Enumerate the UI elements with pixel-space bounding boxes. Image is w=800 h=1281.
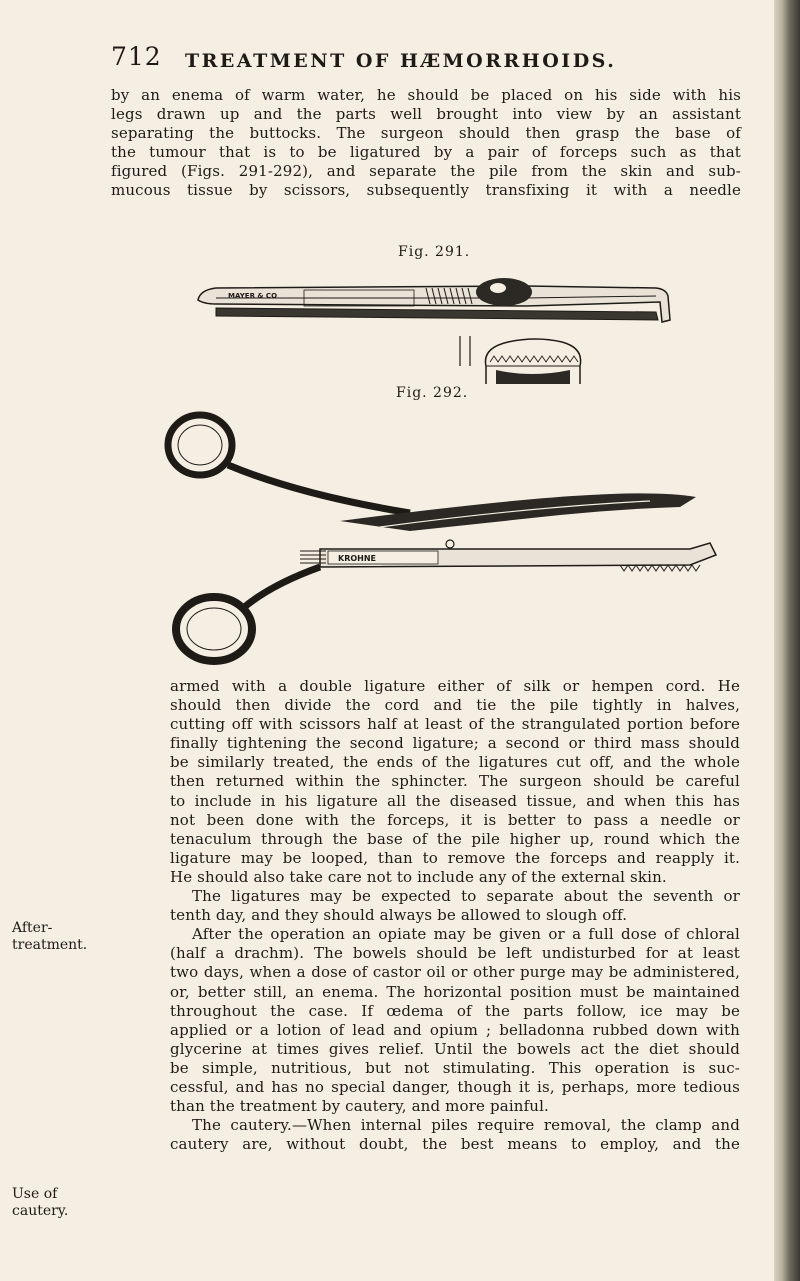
text-line: armed with a double ligature either of silk or hempen cord. He <box>170 677 740 695</box>
text-line: the tumour that is to be ligatured by a pair of forceps such as that <box>111 142 741 161</box>
text-line: applied or a lotion of lead and opium ; belladonna rubbed down with <box>170 1020 740 1039</box>
text-line: should then divide the cord and tie the pile tightly in halves, <box>170 696 740 715</box>
intro-paragraph <box>111 86 741 199</box>
text-line: finally tightening the second ligature; a second or third mass should <box>170 734 740 753</box>
text-line: or, better still, an enema. The horizontal position must be maintained <box>170 982 740 1001</box>
body-paragraphs <box>170 677 740 1154</box>
text-line: separating the buttocks. The surgeon should then grasp the base of <box>111 123 741 142</box>
text-line: be similarly treated, the ends of the ligatures cut off, and the whole <box>170 753 740 772</box>
pile-forceps-illustration <box>186 262 686 384</box>
text-line: cessful, and has no special danger, though it is, perhaps, more tedious <box>170 1077 740 1096</box>
book-binding-edge <box>774 0 800 1281</box>
text-line: be simple, nutritious, but not stimulating. This operation is suc- <box>170 1058 740 1077</box>
text-line: mucous tissue by scissors, subsequently transfixing it with a needle <box>111 180 741 199</box>
text-line: throughout the case. If œdema of the parts follow, ice may be <box>170 1001 740 1020</box>
figure-291-caption: Fig. 291. <box>398 244 471 260</box>
text-line: cutting off with scissors half at least of the strangulated portion before <box>170 715 740 734</box>
text-line: He should also take care not to include any of the external skin. <box>170 867 667 886</box>
maker-mark: KROHNE <box>338 554 377 563</box>
scissors-forceps-illustration <box>150 403 730 665</box>
text-line: then returned within the sphincter. The surgeon should be careful <box>170 772 740 791</box>
text-line: than the treatment by cautery, and more painful. <box>170 1097 549 1116</box>
text-line: After the operation an opiate may be given or a full dose of chloral <box>192 925 740 944</box>
text-line: legs drawn up and the parts well brought into view by an assistant <box>111 104 741 123</box>
text-line: (half a drachm). The bowels should be left undisturbed for at least <box>170 944 740 963</box>
text-line: tenaculum through the base of the pile higher up, round which the <box>170 829 740 848</box>
text-line: figured (Figs. 291-292), and separate the pile from the skin and sub- <box>111 161 741 180</box>
text-line: cautery are, without doubt, the best means to employ, and the <box>170 1135 740 1154</box>
text-line: The ligatures may be expected to separate about the seventh or <box>192 887 740 906</box>
text-line: glycerine at times gives relief. Until the bowels act the diet should <box>170 1039 740 1058</box>
figure-292-caption: Fig. 292. <box>396 385 469 401</box>
text-line: tenth day, and they should always be allowed to slough off. <box>170 906 628 925</box>
maker-mark: MAYER & CO <box>228 292 278 300</box>
text-line: two days, when a dose of castor oil or other purge may be administered, <box>170 963 740 982</box>
margin-note-use-of-cautery: Use of cautery. <box>12 1186 69 1219</box>
page-number: 712 <box>111 42 162 71</box>
margin-note-after-treatment: After- treatment. <box>12 920 88 953</box>
text-line: to include in his ligature all the diseased tissue, and when this has <box>170 791 740 810</box>
text-line: not been done with the forceps, it is better to pass a needle or <box>170 810 740 829</box>
text-line: by an enema of warm water, he should be placed on his side with his <box>111 86 741 104</box>
text-line: The cautery.—When internal piles require removal, the clamp and <box>192 1116 740 1135</box>
text-line: ligature may be looped, than to remove the forceps and reapply it. <box>170 848 740 867</box>
running-title: TREATMENT OF HÆMORRHOIDS. <box>185 50 617 72</box>
